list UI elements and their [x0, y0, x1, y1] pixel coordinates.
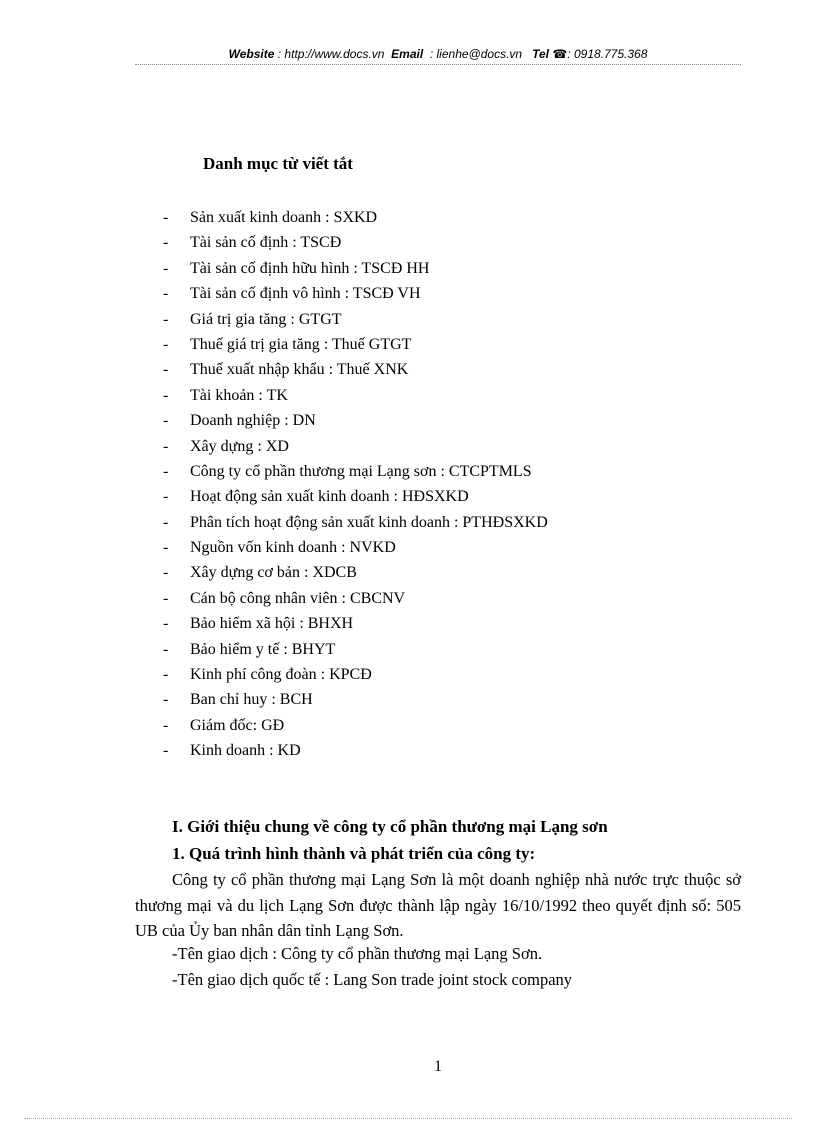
list-item: - Kinh phí công đoàn : KPCĐ: [163, 666, 372, 684]
list-item: - Tài sản cố định vô hình : TSCĐ VH: [163, 285, 421, 303]
list-item: - Sản xuất kinh doanh : SXKD: [163, 209, 378, 226]
abbreviation-title: Danh mục từ viết tắt: [203, 154, 353, 173]
section-heading: I. Giới thiệu chung về công ty cổ phần thương mại Lạng sơn: [172, 817, 608, 836]
email-label: Email: [391, 47, 424, 61]
list-item: - Bảo hiểm y tế : BHYT: [163, 640, 336, 658]
list-item: - Bảo hiểm xã hội : BHXH: [163, 615, 354, 633]
website-link[interactable]: : http://www.docs.vn: [277, 47, 385, 61]
list-item: - Xây dựng cơ bản : XDCB: [163, 564, 357, 582]
email-link[interactable]: : lienhe@docs.vn: [429, 47, 523, 61]
page-header: [135, 46, 741, 62]
list-item: - Thuế giá trị gia tăng : Thuế GTGT: [163, 335, 412, 353]
subsection-heading: 1. Quá trình hình thành và phát triển của công ty:: [172, 844, 536, 863]
list-item: - Nguồn vốn kinh doanh : NVKD: [163, 539, 396, 557]
list-item: - Công ty cổ phần thương mại Lạng sơn : CTCPTMLS: [163, 462, 532, 480]
list-item: - Ban chỉ huy : BCH: [163, 691, 313, 709]
list-item: - Doanh nghiệp : DN: [163, 412, 316, 430]
list-item: - Tài sản cố định : TSCĐ: [163, 234, 342, 252]
company-history-paragraph: Công ty cổ phần thương mại Lạng Sơn là một doanh nghiệp nhà nước trực thuộc sở thương mại và du lịch Lạng Sơn được thành lập ngày 16/10/1992 theo quyết định số: 505 UB của Ủy ban nhân dân tỉnh Lạng Sơn.: [135, 870, 741, 940]
website-label: Website: [228, 47, 275, 61]
intl-trade-name-line: -Tên giao dịch quốc tế : Lang Son trade joint stock company: [172, 970, 573, 989]
list-item: - Tài sản cố định hữu hình : TSCĐ HH: [163, 259, 430, 277]
list-item: - Tài khoản : TK: [163, 386, 288, 404]
list-item: - Phân tích hoạt động sản xuất kinh doanh : PTHĐSXKD: [163, 513, 548, 531]
trade-name-line: -Tên giao dịch : Công ty cổ phần thương mại Lạng Sơn.: [172, 944, 543, 963]
list-item: - Giám đốc: GĐ: [163, 716, 285, 734]
footer-divider: [24, 1118, 792, 1119]
list-item: - Giá trị gia tăng : GTGT: [163, 310, 342, 328]
tel-value: : 0918.775.368: [567, 47, 648, 61]
list-item: - Thuế xuất nhập khẩu : Thuế XNK: [163, 361, 409, 379]
phone-icon: ☎: [552, 47, 568, 61]
list-item: - Kinh doanh : KD: [163, 742, 301, 760]
list-item: - Cán bộ công nhân viên : CBCNV: [163, 589, 406, 607]
tel-label: Tel: [532, 47, 549, 61]
abbreviation-list: [163, 205, 548, 764]
header-divider: [135, 64, 741, 65]
list-item: - Hoạt động sản xuất kinh doanh : HĐSXKD: [163, 488, 469, 506]
list-item: - Xây dựng : XD: [163, 437, 289, 455]
page-number: 1: [434, 1058, 442, 1075]
